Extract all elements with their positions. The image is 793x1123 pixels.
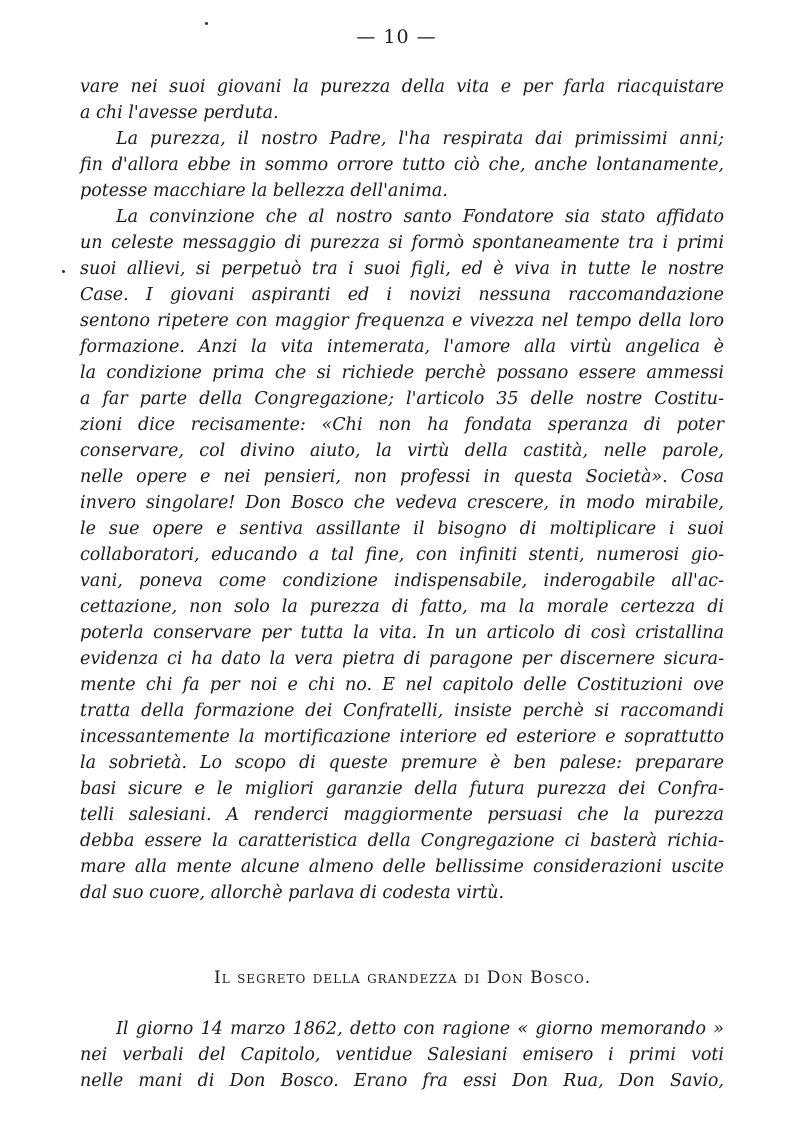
text-line: La purezza, il nostro Padre, l'ha respirata dai primissimi anni; [116, 129, 724, 149]
text-line: nei verbali del Capitolo, ventidue Salesiani emisero i primi voti [80, 1045, 724, 1065]
text-line: poterla conservare per tutta la vita. In un articolo di così cristallina [80, 623, 724, 643]
text-line: mare alla mente alcune almeno delle bellissime considerazioni uscite [80, 857, 724, 877]
text-line: conservare, col divino aiuto, la virtù della castità, nelle parole, [80, 441, 724, 461]
text-line: potesse macchiare la bellezza dell'anima. [80, 181, 448, 201]
text-line: suoi allievi, si perpetuò tra i suoi figli, ed è viva in tutte le nostre [80, 259, 724, 279]
text-line: Il giorno 14 marzo 1862, detto con ragione « giorno memorando » [116, 1019, 724, 1039]
print-speck [62, 270, 65, 273]
text-line: a far parte della Congregazione; l'articolo 35 delle nostre Costitu- [80, 389, 724, 409]
print-speck [205, 22, 208, 25]
text-line: tratta della formazione dei Confratelli, insiste perchè si raccomandi [80, 701, 724, 721]
text-line: la condizione prima che si richiede perchè possano essere ammessi [80, 363, 724, 383]
section-title: Il segreto della grandezza di Don Bosco. [214, 968, 592, 988]
text-line: cettazione, non solo la purezza di fatto, ma la morale certezza di [80, 597, 724, 617]
text-line: La convinzione che al nostro santo Fondatore sia stato affidato [116, 207, 724, 227]
text-line: fin d'allora ebbe in sommo orrore tutto ciò che, anche lontanamente, [80, 155, 724, 175]
text-line: telli salesiani. A renderci maggiormente persuasi che la purezza [80, 805, 724, 825]
text-line: collaboratori, educando a tal fine, con infiniti stenti, numerosi gio- [80, 545, 724, 565]
text-line: incessantemente la mortificazione interiore ed esteriore e soprattutto [80, 727, 724, 747]
text-line: debba essere la caratteristica della Congregazione ci basterà richia- [80, 831, 724, 851]
text-line: a chi l'avesse perduta. [80, 103, 279, 123]
text-line: le sue opere e sentiva assillante il bisogno di moltiplicare i suoi [80, 519, 724, 539]
text-line: vani, poneva come condizione indispensabile, inderogabile all'ac- [80, 571, 724, 591]
text-line: formazione. Anzi la vita intemerata, l'amore alla virtù angelica è [80, 337, 724, 357]
text-line: nelle opere e nei pensieri, non professi in questa Società». Cosa [80, 467, 724, 487]
text-line: nelle mani di Don Bosco. Erano fra essi Don Rua, Don Savio, [80, 1071, 724, 1091]
text-line: un celeste messaggio di purezza si formò spontaneamente tra i primi [80, 233, 724, 253]
text-line: zioni dice recisamente: «Chi non ha fondata speranza di poter [80, 415, 724, 435]
text-line: basi sicure e le migliori garanzie della futura purezza dei Confra- [80, 779, 724, 799]
text-line: sentono ripetere con maggior frequenza e vivezza nel tempo della loro [80, 311, 724, 331]
text-line: invero singolare! Don Bosco che vedeva crescere, in modo mirabile, [80, 493, 724, 513]
text-line: vare nei suoi giovani la purezza della vita e per farla riacquistare [80, 77, 724, 97]
text-line: Case. I giovani aspiranti ed i novizi nessuna raccomandazione [80, 285, 724, 305]
text-line: dal suo cuore, allorchè parlava di codesta virtù. [80, 883, 505, 903]
text-line: mente chi fa per noi e chi no. E nel capitolo delle Costituzioni ove [80, 675, 724, 695]
text-line: la sobrietà. Lo scopo di queste premure è ben palese: preparare [80, 753, 724, 773]
text-line: evidenza ci ha dato la vera pietra di paragone per discernere sicura- [80, 649, 724, 669]
page-number: — 10 — [356, 26, 437, 48]
